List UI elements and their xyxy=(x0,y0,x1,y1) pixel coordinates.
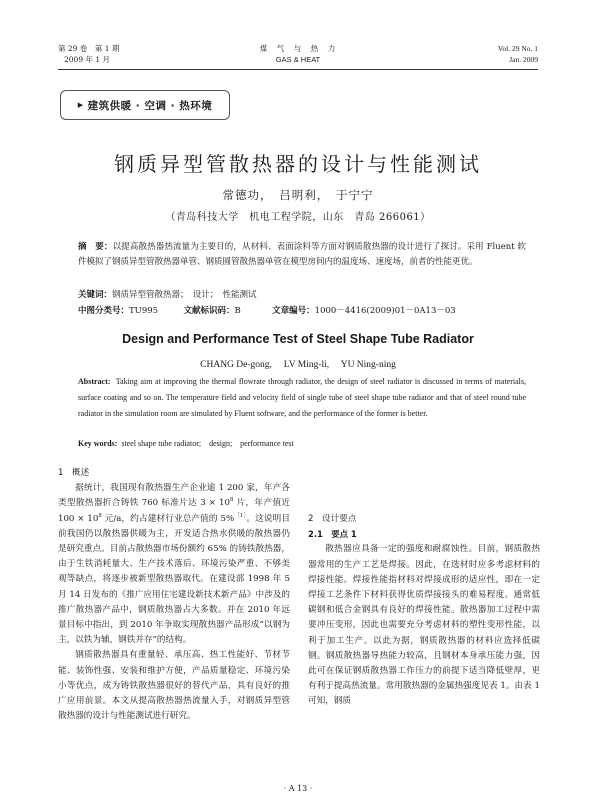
banner-label: 建筑供暖 · 空调 · 热环境 xyxy=(87,99,213,112)
p1-part-c: 元/a，约占建材行业总产值的 5% xyxy=(101,513,235,524)
article-no-value: 1000－4416(2009)01－0A13－03 xyxy=(314,306,456,316)
cn-abstract-text: 以提高散热器热流量为主要目的，从材料、表面涂料等方面对钢质散热器的设计进行了探讨。采用 Fluent 软件模拟了钢质异型管散热器单管、钢质圆管散热器单管在模型房间内的温度场、速度场，前者的性能更优。 xyxy=(78,242,526,267)
en-keywords-label: Key words: xyxy=(78,439,118,448)
header-date-en: Jan. 2009 xyxy=(509,55,538,64)
p1-part-a: 据统计，我国现有散热器生产企业逾 1 200 家，年产各类型散热器折合铸铁 760 标准片达 3 × 10 xyxy=(58,483,290,509)
cn-keywords-text: 钢质异型管散热器； 设计； 性能测试 xyxy=(112,290,257,300)
section-2-1-heading: 2.1 要点 1 xyxy=(308,529,357,540)
clc-value: TU995 xyxy=(129,306,159,316)
paragraph-3: 散热器应具备一定的强度和耐腐蚀性。目前，钢质散热器常用的生产工艺是焊接。因此，在选材时应多考虑材料的焊接性能。焊接性能指材料对焊接成形的适应性，即在一定焊接工艺条件下材料获得优质焊接接头的难易程度。通常低碳钢和低合金钢具有良好的焊接性能。散热器加工过程中需要冲压变形，因此也需要充分考虑材料的塑性变形性能，以利于加工生产。以此为据，钢质散热器的材料应选择低碳钢。钢质散热器导热能力较高，且钢材本身承压能力强，因此可在保证钢质散热器工作压力的前提下适当降低壁厚，更有利于提高热流量。常用散热器的金属热强度见表 1。由表 1 可知，钢质 xyxy=(308,544,540,707)
cn-keywords xyxy=(78,288,257,302)
header-journal-en: GAS & HEAT xyxy=(275,55,321,64)
header-date: 2009 年 1 月 xyxy=(64,55,111,64)
en-abstract-text: Taking aim at improving the thermal flowrate through radiator, the design of steel radiator is discussed in terms of materials, surface coating and so on. The temperature field and velocity field of single tube of steel shape tube radiator and that of steel round tube radiator in the simulation room are simulated by Fluent software, and the performance of the former is better. xyxy=(78,377,527,418)
cn-keywords-label: 关键词： xyxy=(78,290,113,300)
header-vol-en: Vol. 29 No. 1 xyxy=(497,44,538,53)
cn-abstract-label: 摘 要： xyxy=(78,242,113,252)
classification-line xyxy=(78,304,456,318)
banner-arrow-icon: ▶ xyxy=(77,101,84,109)
page-number: · A 13 · xyxy=(283,784,313,793)
paragraph-2: 钢质散热器具有重量轻、承压高、热工性能好、节材节能、装饰性强、安装和维护方便，产品质量稳定、环境污染小等优点，成为铸铁散热器很好的替代产品，具有良好的推广应用前景。本文从提高散热器热流量入手，对钢质异型管散热器的设计与性能测试进行研究。 xyxy=(58,650,290,722)
doc-code-value: B xyxy=(234,306,241,316)
header-rule xyxy=(58,69,538,70)
p1-sup-2: 8 xyxy=(98,512,102,519)
article-no-label: 文章编号： xyxy=(272,306,315,316)
header-journal-cn: 煤 气 与 热 力 xyxy=(259,44,337,53)
p1-part-d: 。这说明目前我国仍以散热器供暖为主，开发适合热水供暖的散热器仍是研究重点。目前占散热器市场份额约 65% 的铸铁散热器，由于生铁消耗量大、生产技术落后、环境污染严重、不够美观等缺点，将逐步被新型散热器取代。在建设部 1998 年 5 月 14 日发布的《推广应用住宅建设新技术新产品》中涉及的推广散热器产品中，钢质散热器占大多数。并在 2010 年远景目标中指出，到 2010 年争取实现散热器产品形成“以钢为主，以铁为辅，钢铁并存”的结构。 xyxy=(58,513,290,646)
clc-label: 中图分类号： xyxy=(78,306,130,316)
body-right-column xyxy=(308,466,540,710)
cn-abstract xyxy=(78,240,526,270)
section-1-heading: 1 概述 xyxy=(58,468,90,478)
en-abstract xyxy=(78,374,526,422)
header-volume-issue: 第 29 卷 第 1 期 xyxy=(58,44,120,53)
en-abstract-label: Abstract: xyxy=(78,377,111,386)
en-keywords xyxy=(78,436,526,452)
en-authors: CHANG De-gong, LV Ming-li, YU Ning-ning xyxy=(200,360,396,370)
en-keywords-text: steel shape tube radiator; design; performance test xyxy=(121,439,294,448)
column-banner xyxy=(60,90,230,120)
p1-sup-1: 8 xyxy=(230,497,234,504)
cn-title: 钢质异型管散热器的设计与性能测试 xyxy=(114,152,482,176)
en-title: Design and Performance Test of Steel Shape Tube Radiator xyxy=(122,332,474,346)
cn-affiliation: （青岛科技大学 机电工程学院，山东 青岛 266061） xyxy=(165,212,431,223)
body-left-column xyxy=(58,466,290,724)
section-2-heading: 2 设计要点 xyxy=(308,514,357,524)
p1-ref-1: ［1］ xyxy=(234,512,247,519)
paragraph-1 xyxy=(58,481,290,648)
p1-part-b: 片，年产值近 100 × 10 xyxy=(58,498,290,524)
cn-authors: 常德功， 吕明利， 于宁宁 xyxy=(222,188,374,202)
doc-code-label: 文献标识码： xyxy=(183,306,235,316)
